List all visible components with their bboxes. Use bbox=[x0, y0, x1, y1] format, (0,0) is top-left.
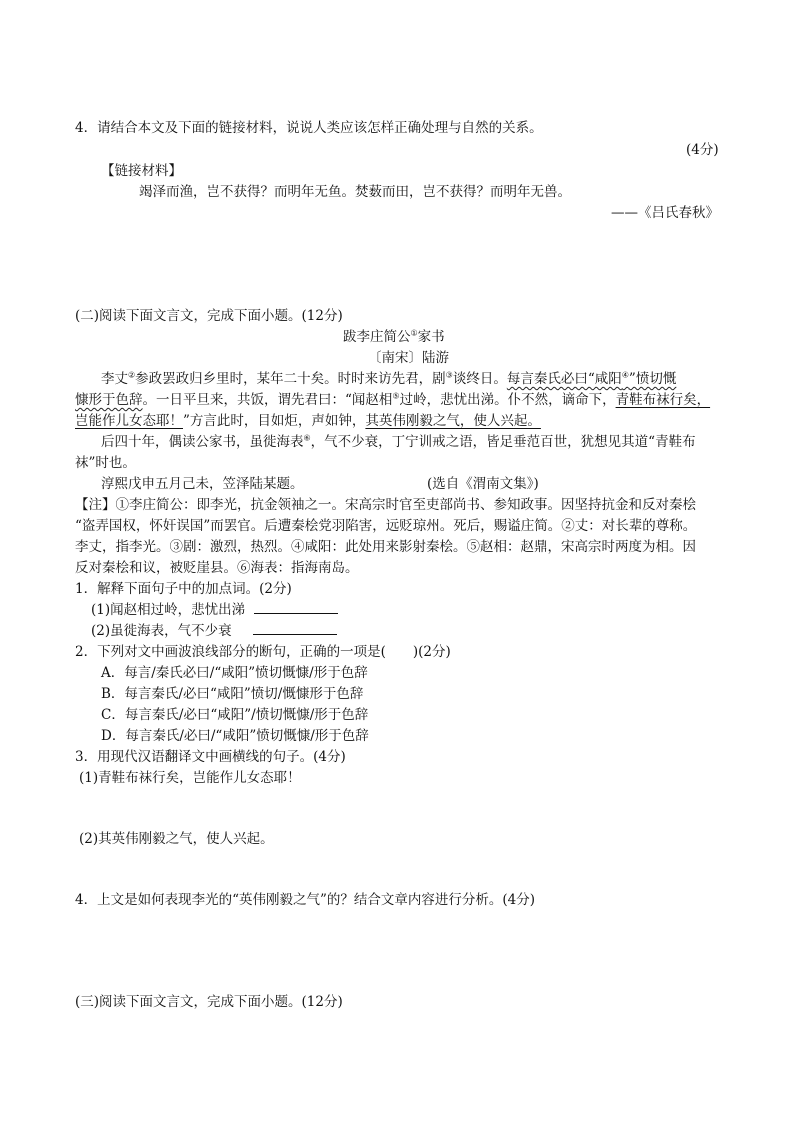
passage-line-3 bbox=[75, 412, 541, 430]
passage-author: 〔南宋〕陆游 bbox=[368, 350, 449, 366]
wavy-underlined-text bbox=[507, 371, 676, 387]
question-2-option-d: D．每言秦氏/必曰/“咸阳”愤切慨慷/形于色辞 bbox=[101, 728, 369, 744]
passage-signature: 淳熙戊申五月己未，笠泽陆某题。 bbox=[101, 476, 304, 492]
underlined-text: 青鞋布袜行矣， bbox=[615, 392, 711, 408]
question-4-prev-score: (4分) bbox=[686, 142, 719, 158]
text-span: 李丈 bbox=[101, 371, 128, 387]
notes-line-4: 反对秦桧和议，被贬崖县。⑥海表：指海南岛。 bbox=[75, 560, 359, 576]
footnote-ref: ③ bbox=[445, 370, 453, 380]
text-span: 后四十年，偶读公家书，虽徙海表 bbox=[101, 434, 304, 450]
text-span: ”方言此时，目如炬，声如钟， bbox=[183, 413, 366, 429]
text-span: 谈终日。 bbox=[452, 371, 507, 387]
question-1-item-2 bbox=[91, 622, 337, 640]
text-span: (2)虽徙海表，气不少衰 bbox=[91, 623, 232, 639]
link-material-label: 【链接材料】 bbox=[101, 163, 182, 179]
passage-source: (选自《渭南文集》) bbox=[427, 476, 539, 492]
passage-title-text-2: 家书 bbox=[417, 329, 445, 345]
notes-line-3: 李丈，指李光。③剧：激烈，热烈。④咸阳：此处用来影射秦桧。⑤赵相：赵鼎，宋高宗时两度为相。因 bbox=[75, 539, 696, 555]
link-material-source: ——《吕氏春秋》 bbox=[611, 205, 719, 221]
question-3-item-1: (1)青鞋布袜行矣，岂能作儿女态耶！ bbox=[79, 770, 301, 786]
passage-title-text: 跋李庄简公 bbox=[343, 329, 411, 345]
passage-line-5: 袜”时也。 bbox=[75, 455, 136, 471]
wavy-underlined-text: 慷形于色辞 bbox=[75, 392, 143, 408]
question-2-option-a: A．每言/秦氏必曰/“咸阳”愤切慨慷/形于色辞 bbox=[101, 665, 368, 681]
question-2-option-c: C．每言秦氏/必曰“咸阳”/愤切慨慷/形于色辞 bbox=[101, 707, 369, 723]
text-span: 过岭，悲忧出涕。仆不然，谪命下， bbox=[399, 392, 616, 408]
question-1: 1．解释下面句子中的加点词。(2分) bbox=[75, 581, 292, 597]
link-material-text: 竭泽而渔，岂不获得？而明年无鱼。焚薮而田，岂不获得？而明年无兽。 bbox=[139, 184, 571, 200]
text-span: 。一日平旦来，共饭，谓先君曰：“闻赵相 bbox=[142, 392, 393, 408]
question-2: 2．下列对文中画波浪线部分的断句，正确的一项是( )(2分) bbox=[75, 644, 451, 660]
passage-line-2 bbox=[75, 391, 710, 409]
answer-blank[interactable] bbox=[254, 601, 338, 614]
footnote-ref: ④ bbox=[621, 370, 629, 380]
question-2-option-b: B．每言秦氏/必曰“咸阳”愤切/慨慷形于色辞 bbox=[101, 686, 364, 702]
footnote-ref: ② bbox=[128, 370, 136, 380]
text-span: ”愤切慨 bbox=[628, 371, 677, 387]
passage-line-4 bbox=[101, 433, 696, 451]
passage-title bbox=[343, 328, 445, 346]
text-span: ，气不少衰，丁宁训戒之语，皆足垂范百世，犹想见其道“青鞋布 bbox=[310, 434, 696, 450]
footnote-ref: ⑤ bbox=[392, 391, 400, 401]
text-span: 每言秦氏必曰“咸阳 bbox=[506, 371, 622, 387]
question-3: 3．用现代汉语翻译文中画横线的句子。(4分) bbox=[75, 749, 346, 765]
text-span: (1)闻赵相过岭，悲忧出涕 bbox=[91, 602, 246, 618]
notes-line-2: “盗弄国权，怀奸误国”而罢官。后遭秦桧党羽陷害，远贬琼州。死后，赐谥庄简。②丈：对长辈的尊称。 bbox=[75, 518, 697, 534]
question-4: 4．上文是如何表现李光的“英伟刚毅之气”的？结合文章内容进行分析。(4分) bbox=[75, 892, 536, 908]
footnote-ref: ⑥ bbox=[303, 433, 311, 443]
question-1-item-1 bbox=[91, 601, 338, 619]
text-span: 参政罢政归乡里时，某年二十矣。时时来访先君，剧 bbox=[135, 371, 446, 387]
underlined-text: 其英伟刚毅之气，使人兴起。 bbox=[365, 413, 541, 429]
answer-blank[interactable] bbox=[253, 622, 337, 635]
footnote-ref: ① bbox=[410, 328, 418, 338]
underlined-text: 岂能作儿女态耶！ bbox=[75, 413, 183, 429]
notes-line-1: 【注】①李庄简公：即李光，抗金领袖之一。宋高宗时官至吏部尚书、参知政事。因坚持抗金和反对秦桧 bbox=[75, 497, 696, 513]
passage-line-1 bbox=[101, 370, 676, 388]
question-4-prev: 4．请结合本文及下面的链接材料，说说人类应该怎样正确处理与自然的关系。 bbox=[75, 120, 543, 136]
section-3-header: (三)阅读下面文言文，完成下面小题。(12分) bbox=[75, 994, 343, 1010]
question-3-item-2: (2)其英伟刚毅之气，使人兴起。 bbox=[79, 831, 274, 847]
section-2-header: (二)阅读下面文言文，完成下面小题。(12分) bbox=[75, 308, 343, 324]
